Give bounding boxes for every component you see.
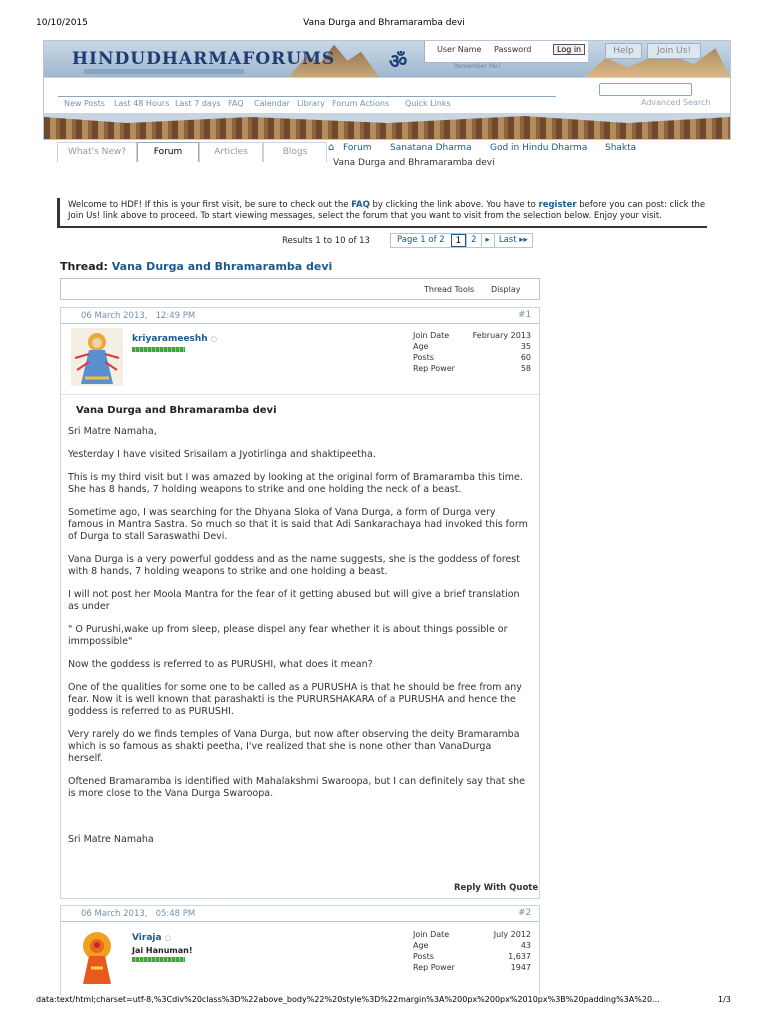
nav-divider: [58, 96, 556, 97]
posts-label: Posts: [413, 353, 434, 362]
post-date: [81, 909, 195, 919]
join-date-label: Join Date: [413, 331, 450, 340]
post-paragraph: This is my third visit but I was amazed by looking at the original form of Bramaramba this time. She has 8 hands, 7 holding weapons to strike and one holding the neck of a beast.: [68, 472, 523, 495]
post: [60, 307, 540, 899]
posts-value: 1,637: [508, 952, 531, 961]
username-field[interactable]: User Name: [437, 45, 482, 54]
post-time: 05:48 PM: [155, 909, 196, 919]
username-text: Viraja: [132, 933, 162, 943]
post-date-text: 06 March 2013,: [81, 909, 148, 919]
avatar-goddess-icon: [71, 328, 123, 386]
password-field[interactable]: Password: [494, 45, 532, 54]
post-paragraph: [68, 811, 528, 823]
notice-text: Welcome to HDF! If this is your first visit, be sure to check out the: [68, 200, 352, 210]
breadcrumb-god-in-hindu-dharma[interactable]: God in Hindu Dharma: [490, 143, 588, 153]
nav-library[interactable]: Library: [297, 99, 325, 108]
offline-status-icon: ○: [164, 934, 171, 942]
avatar-hanuman-icon: [71, 928, 123, 986]
nav-new-posts[interactable]: New Posts: [64, 99, 105, 108]
temple-strip-sky: [44, 113, 730, 123]
post-header: [61, 906, 539, 922]
post-header: [61, 308, 539, 324]
post-paragraph: One of the qualities for some one to be called as a PURUSHA is that he should be free from any fear. Now it is well known that parashakti is the PURURSHAKARA of a PURUSHA and hence the goddess is referred to as PURUSHI.: [68, 682, 522, 717]
nav-forum-actions[interactable]: Forum Actions: [332, 99, 390, 108]
post-date-text: 06 March 2013,: [81, 311, 148, 321]
thread-title-link[interactable]: Vana Durga and Bhramaramba devi: [111, 260, 333, 273]
thread-heading: [60, 260, 332, 273]
user-title: Jai Hanuman!: [132, 946, 193, 955]
post-title: Vana Durga and Bhramaramba devi: [76, 405, 277, 416]
username-link[interactable]: [132, 933, 171, 943]
print-date: 10/10/2015: [36, 18, 88, 28]
post-paragraph: Sri Matre Namaha,: [68, 426, 157, 437]
breadcrumb-current: Vana Durga and Bhramaramba devi: [333, 158, 495, 168]
tab-forum[interactable]: Forum: [137, 142, 199, 162]
notice-text-3: before you can post: click the Join Us! link above to proceed. To start viewing messages, select the forum that you want to visit from the selection below. Enjoy your visit.: [68, 200, 706, 221]
post-paragraph: Oftened Bramaramba is identified with Mahalakshmi Swaroopa, but I can definitely say that she is more close to the Vana Durga Swaroopa.: [68, 776, 526, 799]
join-button[interactable]: Join Us!: [647, 43, 701, 59]
posts-label: Posts: [413, 952, 434, 961]
username-link[interactable]: [132, 334, 217, 344]
nav-calendar[interactable]: Calendar: [254, 99, 290, 108]
logo-tagline: [84, 69, 244, 74]
age-value: 43: [520, 941, 531, 950]
welcome-notice: [57, 198, 707, 228]
post-paragraph: " O Purushi,wake up from sleep, please dispel any fear whether it is about things possible or immpossible": [68, 624, 508, 647]
print-page-number: 1/3: [718, 995, 731, 1004]
reputation-bar: [132, 957, 185, 962]
search-input[interactable]: [599, 83, 692, 96]
post-paragraph: Vana Durga is a very powerful goddess and as the name suggests, she is the goddess of forest with 8 hands, 7 holding weapons to strike and one holding a beast.: [68, 554, 520, 577]
post-paragraph: Very rarely do we finds temples of Vana Durga, but now after observing the deity Bramaramba which is so famous as shakti peetha, I've realized that she is none other than VanaDurga herself.: [68, 729, 520, 764]
thread-tools-menu[interactable]: Thread Tools: [424, 285, 475, 294]
nav-faq[interactable]: FAQ: [228, 99, 244, 108]
site-logo[interactable]: HINDUDHARMAFORUMS: [72, 49, 336, 69]
reply-with-quote-button[interactable]: Reply With Quote: [454, 883, 539, 893]
breadcrumb-shakta[interactable]: Shakta: [605, 143, 637, 153]
post-date: [81, 311, 195, 321]
tab-blogs[interactable]: Blogs: [263, 142, 327, 162]
print-title: Vana Durga and Bhramaramba devi: [303, 18, 465, 28]
rep-power-value: 58: [520, 364, 531, 373]
post-paragraph: Sometime ago, I was searching for the Dhyana Sloka of Vana Durga, a form of Durga very famous in Mantra Sastra. So much so that it is said that Adi Sankarachaya had invoked this form of Durga to stall Saraswathi Devi.: [68, 507, 528, 542]
login-button[interactable]: Log in: [553, 44, 585, 55]
post-paragraph: Yesterday I have visited Srisailam a Jyotirlinga and shaktipeetha.: [68, 449, 376, 460]
avatar[interactable]: [71, 328, 123, 386]
next-page-button[interactable]: ▸: [481, 234, 494, 247]
om-icon: ॐ: [389, 49, 408, 73]
post-divider: [61, 394, 539, 395]
breadcrumb-sanatana-dharma[interactable]: Sanatana Dharma: [390, 143, 472, 153]
home-icon[interactable]: ⌂: [328, 142, 335, 153]
age-label: Age: [413, 941, 429, 950]
register-link[interactable]: register: [538, 200, 577, 210]
print-footer-url: data:text/html;charset=utf-8,%3Cdiv%20class%3D%22above_body%22%20style%3D%22margin%3A%200px%200px%2010px%3B%20padding%3A%20...: [36, 995, 660, 1004]
nav-quick-links[interactable]: Quick Links: [405, 99, 451, 108]
notice-text-2: by clicking the link above. You have to: [369, 200, 539, 210]
thread-tools-bar: [60, 278, 540, 300]
navbar: [44, 77, 730, 113]
results-count: Results 1 to 10 of 13: [282, 236, 370, 246]
join-date-label: Join Date: [413, 930, 450, 939]
age-label: Age: [413, 342, 429, 351]
offline-status-icon: ○: [210, 335, 217, 343]
age-value: 35: [520, 342, 531, 351]
page-2-button[interactable]: 2: [466, 234, 480, 247]
help-button[interactable]: Help: [605, 43, 642, 59]
join-date-value: February 2013: [472, 331, 531, 340]
breadcrumb-forum[interactable]: Forum: [343, 143, 372, 153]
tab-articles[interactable]: Articles: [199, 142, 263, 162]
post: [60, 905, 540, 995]
page-of-dropdown[interactable]: Page 1 of 2: [397, 235, 445, 245]
faq-link[interactable]: FAQ: [351, 200, 370, 210]
join-date-value: July 2012: [493, 930, 531, 939]
rep-power-label: Rep Power: [413, 364, 455, 373]
reputation-bar: [132, 347, 185, 352]
post-time: 12:49 PM: [155, 311, 196, 321]
post-paragraph: I will not post her Moola Mantra for the fear of it getting abused but will give a brief translation as under: [68, 589, 520, 612]
advanced-search-link[interactable]: Advanced Search: [641, 98, 711, 107]
remember-me-checkbox[interactable]: Remember Me?: [454, 63, 501, 70]
posts-value: 60: [520, 353, 531, 362]
display-menu[interactable]: Display: [491, 285, 521, 294]
page-1-button[interactable]: 1: [451, 234, 466, 247]
post-number-link[interactable]: #1: [518, 310, 532, 320]
nav-last-48-hours[interactable]: Last 48 Hours: [114, 99, 170, 108]
site-header: [43, 40, 731, 140]
username-text: kriyarameeshh: [132, 334, 208, 344]
pagination: [390, 233, 533, 248]
thread-label: Thread:: [60, 260, 108, 273]
post-paragraph: Now the goddess is referred to as PURUSHI, what does it mean?: [68, 659, 373, 670]
post-paragraph: Sri Matre Namaha: [68, 834, 154, 845]
nav-last-7-days[interactable]: Last 7 days: [175, 99, 221, 108]
post-body: [68, 426, 528, 857]
avatar[interactable]: [71, 928, 123, 986]
last-page-button[interactable]: Last ▸▸: [494, 234, 532, 247]
rep-power-value: 1947: [510, 963, 531, 972]
rep-power-label: Rep Power: [413, 963, 455, 972]
post-number-link[interactable]: #2: [518, 908, 532, 918]
tab-whats-new[interactable]: What's New?: [57, 142, 137, 162]
